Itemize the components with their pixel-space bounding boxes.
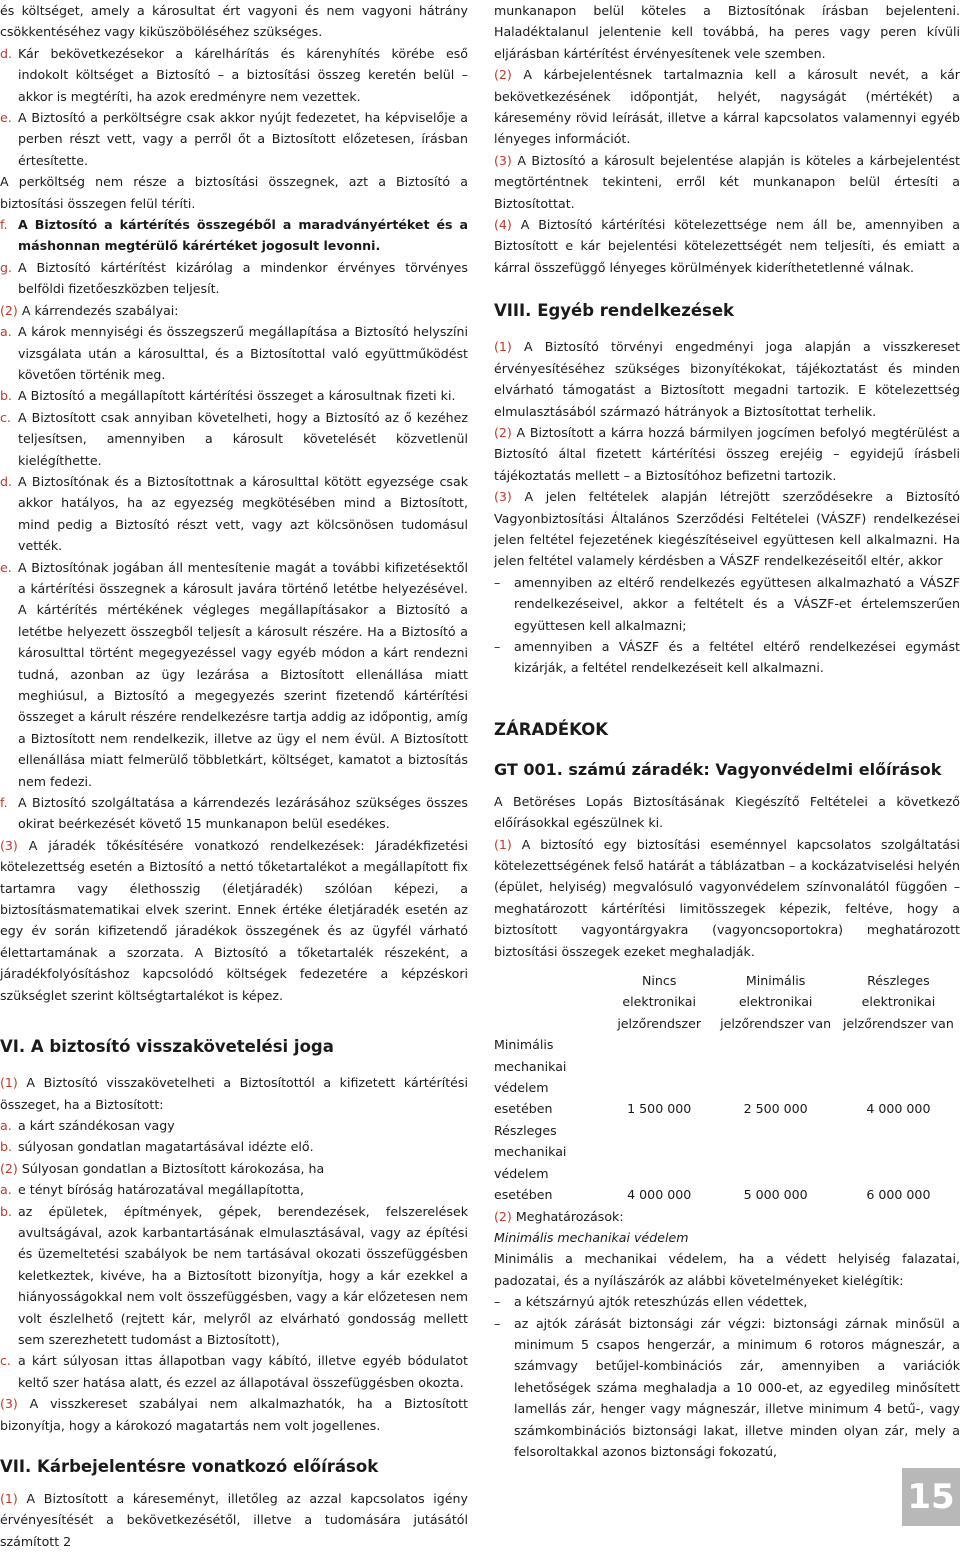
zaradekok-heading: ZÁRADÉKOK [494, 719, 609, 739]
list-item [0, 385, 468, 406]
list-item-text: A Biztosítónak jogában áll mentesítenie magát a további kifizetésektől a kártérítési összegnek a károsult javára történő letétbe helyezésével. A kártérítés mértékének végleges megállapításakor a Biztosító a letétbe helyezett összegből teljesít a károsult részére. Ha a Biztosító a károsulttal történt megegyezéssel vagy egyéb módon a kárt rendezni tudná, azonban az ügy lezárása a Biztosított ellenállása miatt meghiúsul, a Biztosító a megegyezés szerint fizetendő kártérítési összeget a kárult részére rendelkezésre tartja addig az időpontig, amíg a Biztosított nem rendelkezik, illetve az ügy el nem évül. A Biztosított ellenállása miatt felmerülő többletkárt, költséget, kamatot a biztosítás nem fedezi. [18, 559, 468, 789]
section-vi-list-1 [0, 1115, 468, 1158]
table-cell: 1 500 000 [627, 1101, 692, 1117]
section-vii-paragraph-1 [0, 1488, 468, 1552]
paragraph-number: (2) [0, 1160, 18, 1176]
gt001-paragraph-1 [494, 834, 960, 962]
list-marker: a. [0, 1182, 12, 1198]
section-vii-paragraph-4 [494, 214, 960, 278]
right-column [494, 0, 960, 1462]
paragraph-text: A Biztosított a káreseményt, illetőleg az azzal kapcsolatos igény érvényesítését a bekövetkezésétől, illetve a tudomására jutásától számított 2 [0, 1491, 468, 1549]
dash-marker: – [494, 1315, 501, 1331]
list-item [0, 1179, 468, 1200]
list-marker: b. [0, 388, 12, 404]
paragraph-3 [0, 835, 468, 1006]
list-marker: b. [0, 1203, 12, 1219]
list-item [0, 471, 468, 557]
paragraph-number: (4) [494, 217, 512, 233]
list-marker: c. [0, 409, 11, 425]
gt001-title: GT 001. számú záradék: Vagyonvédelmi előírások [494, 759, 942, 779]
min-mech-dash-list [494, 1291, 960, 1462]
list-item-text: a kárt szándékosan vagy [18, 1117, 175, 1133]
paragraph-text: A jelen feltételek alapján létrejött szerződésekre a Biztosító Vagyonbiztosítási Általános Szerződési Feltételei (VÁSZF) rendelkezései jelen feltétel fejezetének kiegészítéseivel együttesen kell alkalmazni. Ha jelen feltétel valamely kérdésben a VÁSZF rendelkezéseitől eltér, akkor [494, 489, 960, 569]
dash-item-text: az ajtók zárását biztonsági zár végzi: biztonsági zárnak minősül a minimum 5 csapos hengerzár, a minimum 6 rotoros mágneszár, a számvagy betűjel-kombinációs zár, amennyiben a variációk lehetőségek száma meghaladja a 10 000-et, az egyedileg minősített lamellás zár, henger vagy mágneszár, illetve minimum 4 betű-, vagy számkombinációs biztonsági lakat, illetve minden olyan zár, mely a felsoroltakkal azonos biztonsági fokozatú, [514, 1315, 960, 1459]
list-item [0, 1350, 468, 1393]
item-list-2 [0, 214, 468, 300]
list-item-text: A Biztosító kártérítést kizárólag a mindenkor érvényes törvényes belföldi fizetőeszközben teljesít. [18, 259, 468, 297]
list-marker: f. [0, 795, 8, 811]
list-item [0, 214, 468, 257]
page-number: 15 [902, 1468, 960, 1526]
paragraph-text: A járadék tőkésítésére vonatkozó rendelkezések: Járadékfizetési kötelezettség esetén a Biztosító a nettó tőketartalékot a megállapított fix tartamra vagy élethosszig (életjáradék) szólóan képezi, a biztosításmatematikai elvek szerint. Ennek értéke életjáradék esetén az egy év során kifizetendő járadékok összegének és az ügyfél várható élettartamának a szorzata. A Biztosító a tőketartalék részeként, a járadékfolyósításhoz kapcsolódó költségek fedezetére a képzéskori szükséglet szerint költségtartalékot is képez. [0, 837, 468, 1003]
list-item-text: A károk mennyiségi és összegszerű megállapítása a Biztosító helyszíni vizsgálata után a károsulttal, és a Biztosítottal való együttműködést követően történik meg. [18, 324, 468, 382]
dash-item [494, 572, 960, 636]
paragraph-text: A Biztosító visszakövetelheti a Biztosítottól a kifizetett kártérítési összeget, ha a Biztosított: [0, 1075, 468, 1112]
paragraph-number: (2) [494, 67, 512, 83]
section-vi-paragraph-2 [0, 1158, 468, 1179]
list-item-text: az épületek, építmények, gépek, berendezések, felszerelések avultságával, azok karbantartásának elmulasztásával, vagy az építési és üzemeltetési szabályok be nem tartásával okozati összefüggésben keletkeztek, kivéve, ha a Biztosított bizonyítja, hogy a kár ezekkel a hiányosságokkal nem volt összefüggésben, vagy a kár előzetesen nem volt észlelhető (rejtett kár, melyről az elvárható gondosság mellett sem szerezhetett tudomást a Biztosított), [18, 1203, 468, 1347]
list-item [0, 1136, 468, 1157]
section-heading-vii: VII. Kárbejelentésre vonatkozó előírások [0, 1457, 379, 1476]
paragraph-number: (1) [494, 339, 512, 355]
list-item [0, 321, 468, 385]
table-row-label: Részleges mechanikai védelem esetében [494, 1122, 567, 1203]
paragraph-text: A kárrendezés szabályai: [21, 302, 179, 318]
list-marker: a. [0, 1117, 12, 1133]
list-item [0, 1115, 468, 1136]
left-column [0, 0, 468, 1552]
paragraph-text: A Biztosító a károsult bejelentése alapján is köteles a kárbejelentést megtörténtnek tekinteni, erről két munkanapon belül értesíti a Biztosítottat. [494, 152, 960, 211]
paragraph-number: (3) [0, 837, 18, 853]
section-vii-continuation: munkanapon belül köteles a Biztosítónak írásban bejelenteni. Haladéktalanul jelentenie kell továbbá, ha peres vagy peren kívüli eljárásban kártérítést érvényesítenek vele szemben. [494, 3, 960, 61]
paragraph-number: (1) [0, 1491, 18, 1506]
paragraph-text: A biztosító egy biztosítási eseménnyel kapcsolatos szolgáltatási kötelezettségének felső határát a táblázatban – a kockázatviselési helyén (épület, helyiség) megvalósuló vagyonvédelem színvonalától függően – meghatározott kártérítési limitösszegek képezik, feltéve, hogy a biztosított vagyontárgyakra (vagyoncsoportokra) meghatározott biztosítási összegek ezeket meghaladják. [494, 836, 960, 959]
list-item-text: A Biztosítónak és a Biztosítottnak a károsulttal kötött egyezsége csak akkor hatályos, ha az egyezség megkötésében mind a Biztosított, mind pedig a Biztosító részt vett, vagy azt kölcsönösen tudomásul vették. [18, 473, 468, 554]
section-vi-list-2 [0, 1179, 468, 1393]
list-item-text: A Biztosító szolgáltatása a kárrendezés lezárásához szükséges összes okirat beérkezését követő 15 munkanapon belül esedékes. [18, 795, 468, 832]
table-cell: 5 000 000 [743, 1187, 808, 1203]
table-cell: 2 500 000 [743, 1101, 808, 1117]
table-cell: 4 000 000 [866, 1101, 931, 1117]
gt001-paragraph-2 [494, 1206, 960, 1227]
dash-item [494, 636, 960, 679]
paragraph-text: A kárbejelentésnek tartalmaznia kell a károsult nevét, a kár bekövetkezésének időpontját, helyét, nagyságát (mértékét) a káresemény rövid leírását, illetve a kárral kapcsolatos valamennyi egyéb lényeges információt. [494, 67, 960, 147]
list-marker: f. [0, 217, 8, 233]
list-marker: g. [0, 259, 12, 275]
table-corner-cell [494, 970, 604, 1034]
dash-item [494, 1291, 960, 1312]
perkoltseg-text: A perköltség nem része a biztosítási összegnek, azt a Biztosító a biztosítási összegen felül téríti. [0, 174, 468, 211]
list-item-text: Kár bekövetkezésekor a kárelhárítás és kárenyhítés körébe eső indokolt költséget a Biztosító – a biztosítási összeg keretén belül – akkor is megtéríti, ha azok eredményre nem vezettek. [18, 45, 468, 104]
list-item-text: a kárt súlyosan ittas állapotban vagy kábító, illetve egyéb bódulatot keltő szer hatása alatt, és ezzel az állapotával összefüggésben okozta. [18, 1353, 468, 1390]
table-header-cell: Részleges elektronikai jelzőrendszer van [842, 973, 954, 1031]
min-mech-title: Minimális mechanikai védelem [494, 1229, 689, 1245]
dash-item-text: amennyiben az eltérő rendelkezés együttesen alkalmazható a VÁSZF rendelkezéseivel, akkor a feltételt és a VÁSZF-et értelemszerűen együttesen kell alkalmazni; [514, 574, 960, 633]
dash-item-text: amennyiben a VÁSZF és a feltétel eltérő rendelkezései egymást kizárják, a feltétel rendelkezéseit kell alkalmazni. [514, 638, 960, 676]
paragraph-number: (2) [494, 424, 512, 440]
table-cell: 4 000 000 [627, 1187, 692, 1203]
list-item [0, 792, 468, 835]
item-list-1 [0, 43, 468, 171]
table-row-label: Minimális mechanikai védelem esetében [494, 1037, 567, 1117]
list-item-text: súlyosan gondatlan magatartásával idézte elő. [18, 1139, 314, 1155]
paragraph-number: (3) [0, 1396, 18, 1412]
paragraph-text: A Biztosító kártérítési kötelezettsége nem áll be, amennyiben a Biztosított e kár bejelentési kötelezettségét nem teljesíti, és emiatt a kárral összefüggő lényeges körülmények kideríthetetlenné válnak. [494, 217, 960, 275]
section-vii-paragraph-2 [494, 64, 960, 150]
table-cell: 6 000 000 [866, 1187, 931, 1203]
table-row [494, 1034, 960, 1120]
list-item [0, 1201, 468, 1351]
paragraph-number: (1) [0, 1075, 18, 1091]
section-heading-viii: VIII. Egyéb rendelkezések [494, 301, 735, 321]
section-vi-paragraph-1 [0, 1072, 468, 1115]
dash-item-text: a kétszárnyú ajtók reteszhúzás ellen védettek, [514, 1294, 808, 1310]
intro-text: és költséget, amely a károsultat ért vagyoni és nem vagyoni hátrány csökkentéséhez vagy kiküszöböléséhez szükséges. [0, 3, 468, 40]
list-marker: a. [0, 324, 12, 340]
list-item [0, 407, 468, 471]
dash-marker: – [494, 574, 501, 590]
list-marker: e. [0, 110, 12, 126]
list-marker: e. [0, 559, 12, 575]
list-item [0, 43, 468, 107]
item-list-3 [0, 321, 468, 835]
list-item-text: A Biztosító a kártérítés összegéből a maradványértéket és a máshonnan megtérülő kárértéket jogosult levonni. [18, 217, 468, 254]
table-header-cell: Minimális elektronikai jelzőrendszer van [720, 973, 832, 1031]
limit-table [494, 970, 960, 1205]
list-item [0, 557, 468, 792]
paragraph-number: (2) [0, 302, 18, 318]
list-item-text: A Biztosított csak annyiban követelheti, hogy a Biztosító az ő kezéhez teljesítsen, amennyiben a károsult követelését közvetlenül kielégíthette. [18, 409, 468, 468]
list-item-text: e tényt bíróság határozatával megállapította, [18, 1182, 304, 1198]
list-marker: c. [0, 1353, 11, 1369]
section-vii-paragraph-3 [494, 150, 960, 214]
paragraph-2 [0, 300, 468, 321]
min-mech-text: Minimális a mechanikai védelem, ha a védett helyiség falazatai, padozatai, és a nyílászárók az alábbi követelményeket kielégítik: [494, 1251, 960, 1288]
dash-marker: – [494, 1294, 501, 1310]
section-vi-paragraph-3 [0, 1393, 468, 1436]
gt001-intro: A Betöréses Lopás Biztosításának Kiegészítő Feltételei a következő előírásokkal egészülnek ki. [494, 793, 960, 831]
list-item [0, 107, 468, 171]
table-header-cell: Nincs elektronikai jelzőrendszer [617, 973, 702, 1031]
dash-marker: – [494, 638, 501, 654]
table-header-row [494, 970, 960, 1034]
list-item-text: A Biztosító a megállapított kártérítési összeget a károsultnak fizeti ki. [18, 388, 456, 404]
list-item-text: A Biztosító a perköltségre csak akkor nyújt fedezetet, ha képviselője a perben részt vett, vagy a perről őt a Biztosított előzetesen, írásban értesítette. [18, 110, 468, 168]
section-viii-dash-list [494, 572, 960, 679]
paragraph-number: (3) [494, 152, 512, 168]
section-viii-paragraph-3 [494, 486, 960, 572]
section-heading-vi: VI. A biztosító visszakövetelési joga [0, 1037, 334, 1057]
paragraph-text: A Biztosító törvényi engedményi joga alapján a visszkereset érvényesítéséhez szükséges bizonyítékokat, tájékoztatást és minden elvárható támogatást a Biztosított megadni tartozik. E kötelezettség elmulasztásából származó hátrányok a Biztosítottat terhelik. [494, 339, 960, 419]
list-marker: d. [0, 45, 12, 61]
list-item [0, 257, 468, 300]
paragraph-text: Súlyosan gondatlan a Biztosított károkozása, ha [21, 1160, 325, 1176]
dash-item [494, 1313, 960, 1463]
paragraph-text: Meghatározások: [515, 1208, 624, 1224]
list-marker: d. [0, 473, 12, 489]
paragraph-text: A visszkereset szabályai nem alkalmazhatók, ha a Biztosított bizonyítja, hogy a károkozó magatartás nem volt jogellenes. [0, 1396, 468, 1433]
list-marker: b. [0, 1139, 12, 1155]
paragraph-number: (1) [494, 836, 512, 852]
paragraph-number: (3) [494, 489, 512, 505]
table-row [494, 1120, 960, 1206]
paragraph-number: (2) [494, 1208, 512, 1224]
section-viii-paragraph-1 [494, 336, 960, 422]
paragraph-text: A Biztosított a kárra hozzá bármilyen jogcímen befolyó megtérülést a Biztosító által fizetett kártérítési összeg erejéig – egyidejű írásbeli tájékoztatás mellett – a Biztosítóhoz befizetni tartozik. [494, 424, 960, 483]
section-viii-paragraph-2 [494, 422, 960, 486]
